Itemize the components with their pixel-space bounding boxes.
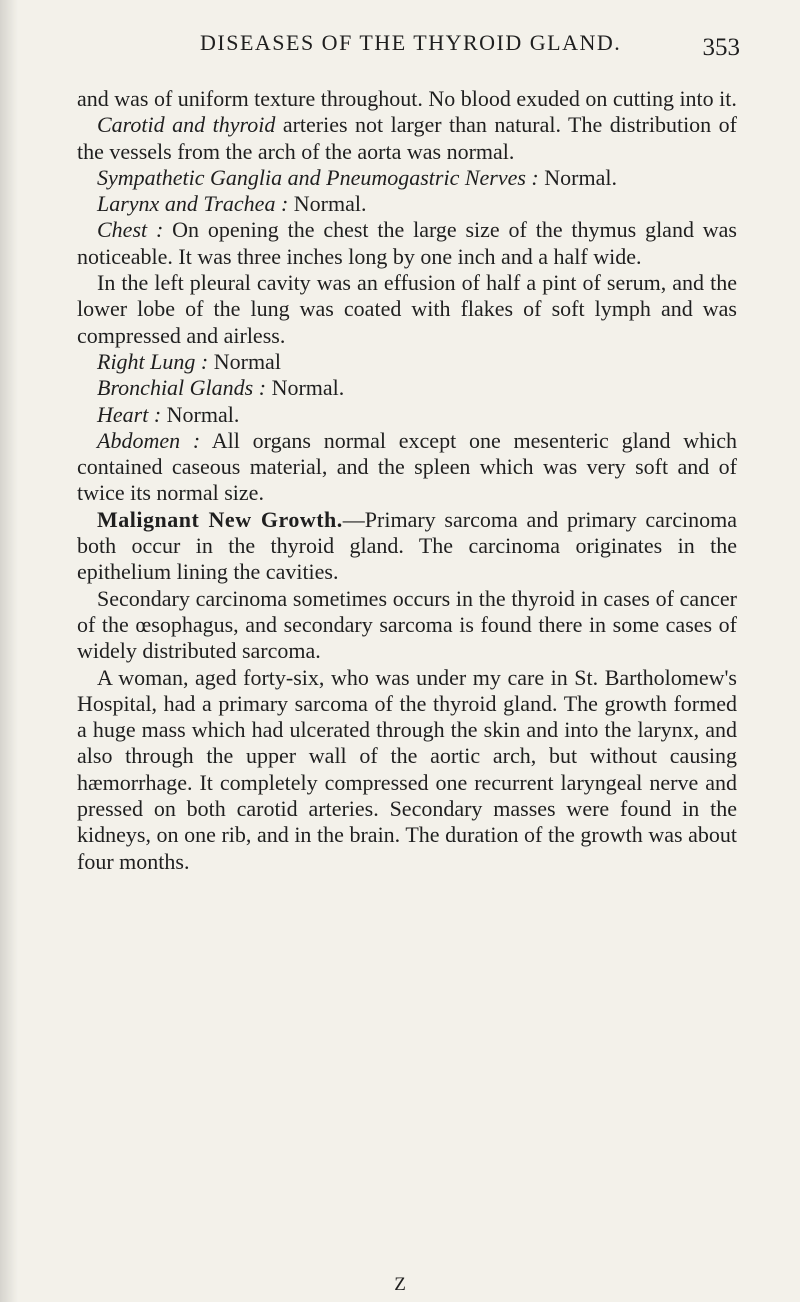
paragraph: Heart : Normal. xyxy=(97,401,240,427)
paragraph-lead: Abdomen : xyxy=(97,427,201,453)
running-header xyxy=(200,30,740,61)
page-body xyxy=(77,86,737,875)
paragraph: Secondary carcinoma sometimes occurs in the thyroid in cases of cancer of the œsophagus, and secondary sarcoma is found there in some cases of widely distributed sarcoma. xyxy=(77,585,737,664)
paragraph-lead: Heart : xyxy=(97,401,162,427)
paragraph-lead: Right Lung : xyxy=(97,348,209,374)
paragraph-lead: Bronchial Glands : xyxy=(97,375,267,401)
paragraph: Sympathetic Ganglia and Pneumogastric Nerves : Normal. xyxy=(97,164,617,190)
paragraph: Right Lung : Normal xyxy=(97,348,281,374)
section-heading: Malignant New Growth. xyxy=(97,506,343,532)
paragraph: In the left pleural cavity was an effusion of half a pint of serum, and the lower lobe of the lung was coated with flakes of soft lymph and was compressed and airless. xyxy=(77,270,737,348)
paragraph-lead: Carotid and thyroid xyxy=(97,112,276,138)
page-number: 353 xyxy=(702,34,740,61)
binding-shadow xyxy=(0,0,18,1302)
paragraph: Abdomen : All organs normal except one mesenteric gland which contained caseous material, and the spleen which was very soft and of twice its normal size. xyxy=(77,427,737,506)
paragraph: A woman, aged forty-six, who was under my care in St. Bartholomew's Hospital, had a primary sarcoma of the thyroid gland. The growth formed a huge mass which had ulcerated through the skin and into the larynx, and also through the upper wall of the aortic arch, but without causing hæmorrhage. It completely compressed one recurrent laryngeal nerve and pressed on both carotid arteries. Secondary masses were found in the kidneys, on one rib, and in the brain. The duration of the growth was about four months. xyxy=(77,664,737,874)
paragraph: Larynx and Trachea : Normal. xyxy=(97,191,367,217)
paragraph: and was of uniform texture throughout. No blood exuded on cutting into it. xyxy=(77,86,737,111)
signature-mark: Z xyxy=(394,1274,406,1295)
paragraph: Bronchial Glands : Normal. xyxy=(97,375,345,401)
paragraph: Chest : On opening the chest the large size of the thymus gland was noticeable. It was three inches long by one inch and a half wide. xyxy=(77,217,737,269)
paragraph-lead: Chest : xyxy=(97,217,164,243)
paragraph: Malignant New Growth.—Primary sarcoma and primary carcinoma both occur in the thyroid gland. The carcinoma originates in the epithelium lining the cavities. xyxy=(77,506,737,585)
paragraph-lead: Larynx and Trachea : xyxy=(97,191,289,217)
paragraph: Carotid and thyroid arteries not larger than natural. The distribution of the vessels from the arch of the aorta was normal. xyxy=(77,112,737,164)
running-title: DISEASES OF THE THYROID GLAND. xyxy=(200,30,622,55)
paragraph-lead: Sympathetic Ganglia and Pneumogastric Nerves : xyxy=(97,164,539,190)
